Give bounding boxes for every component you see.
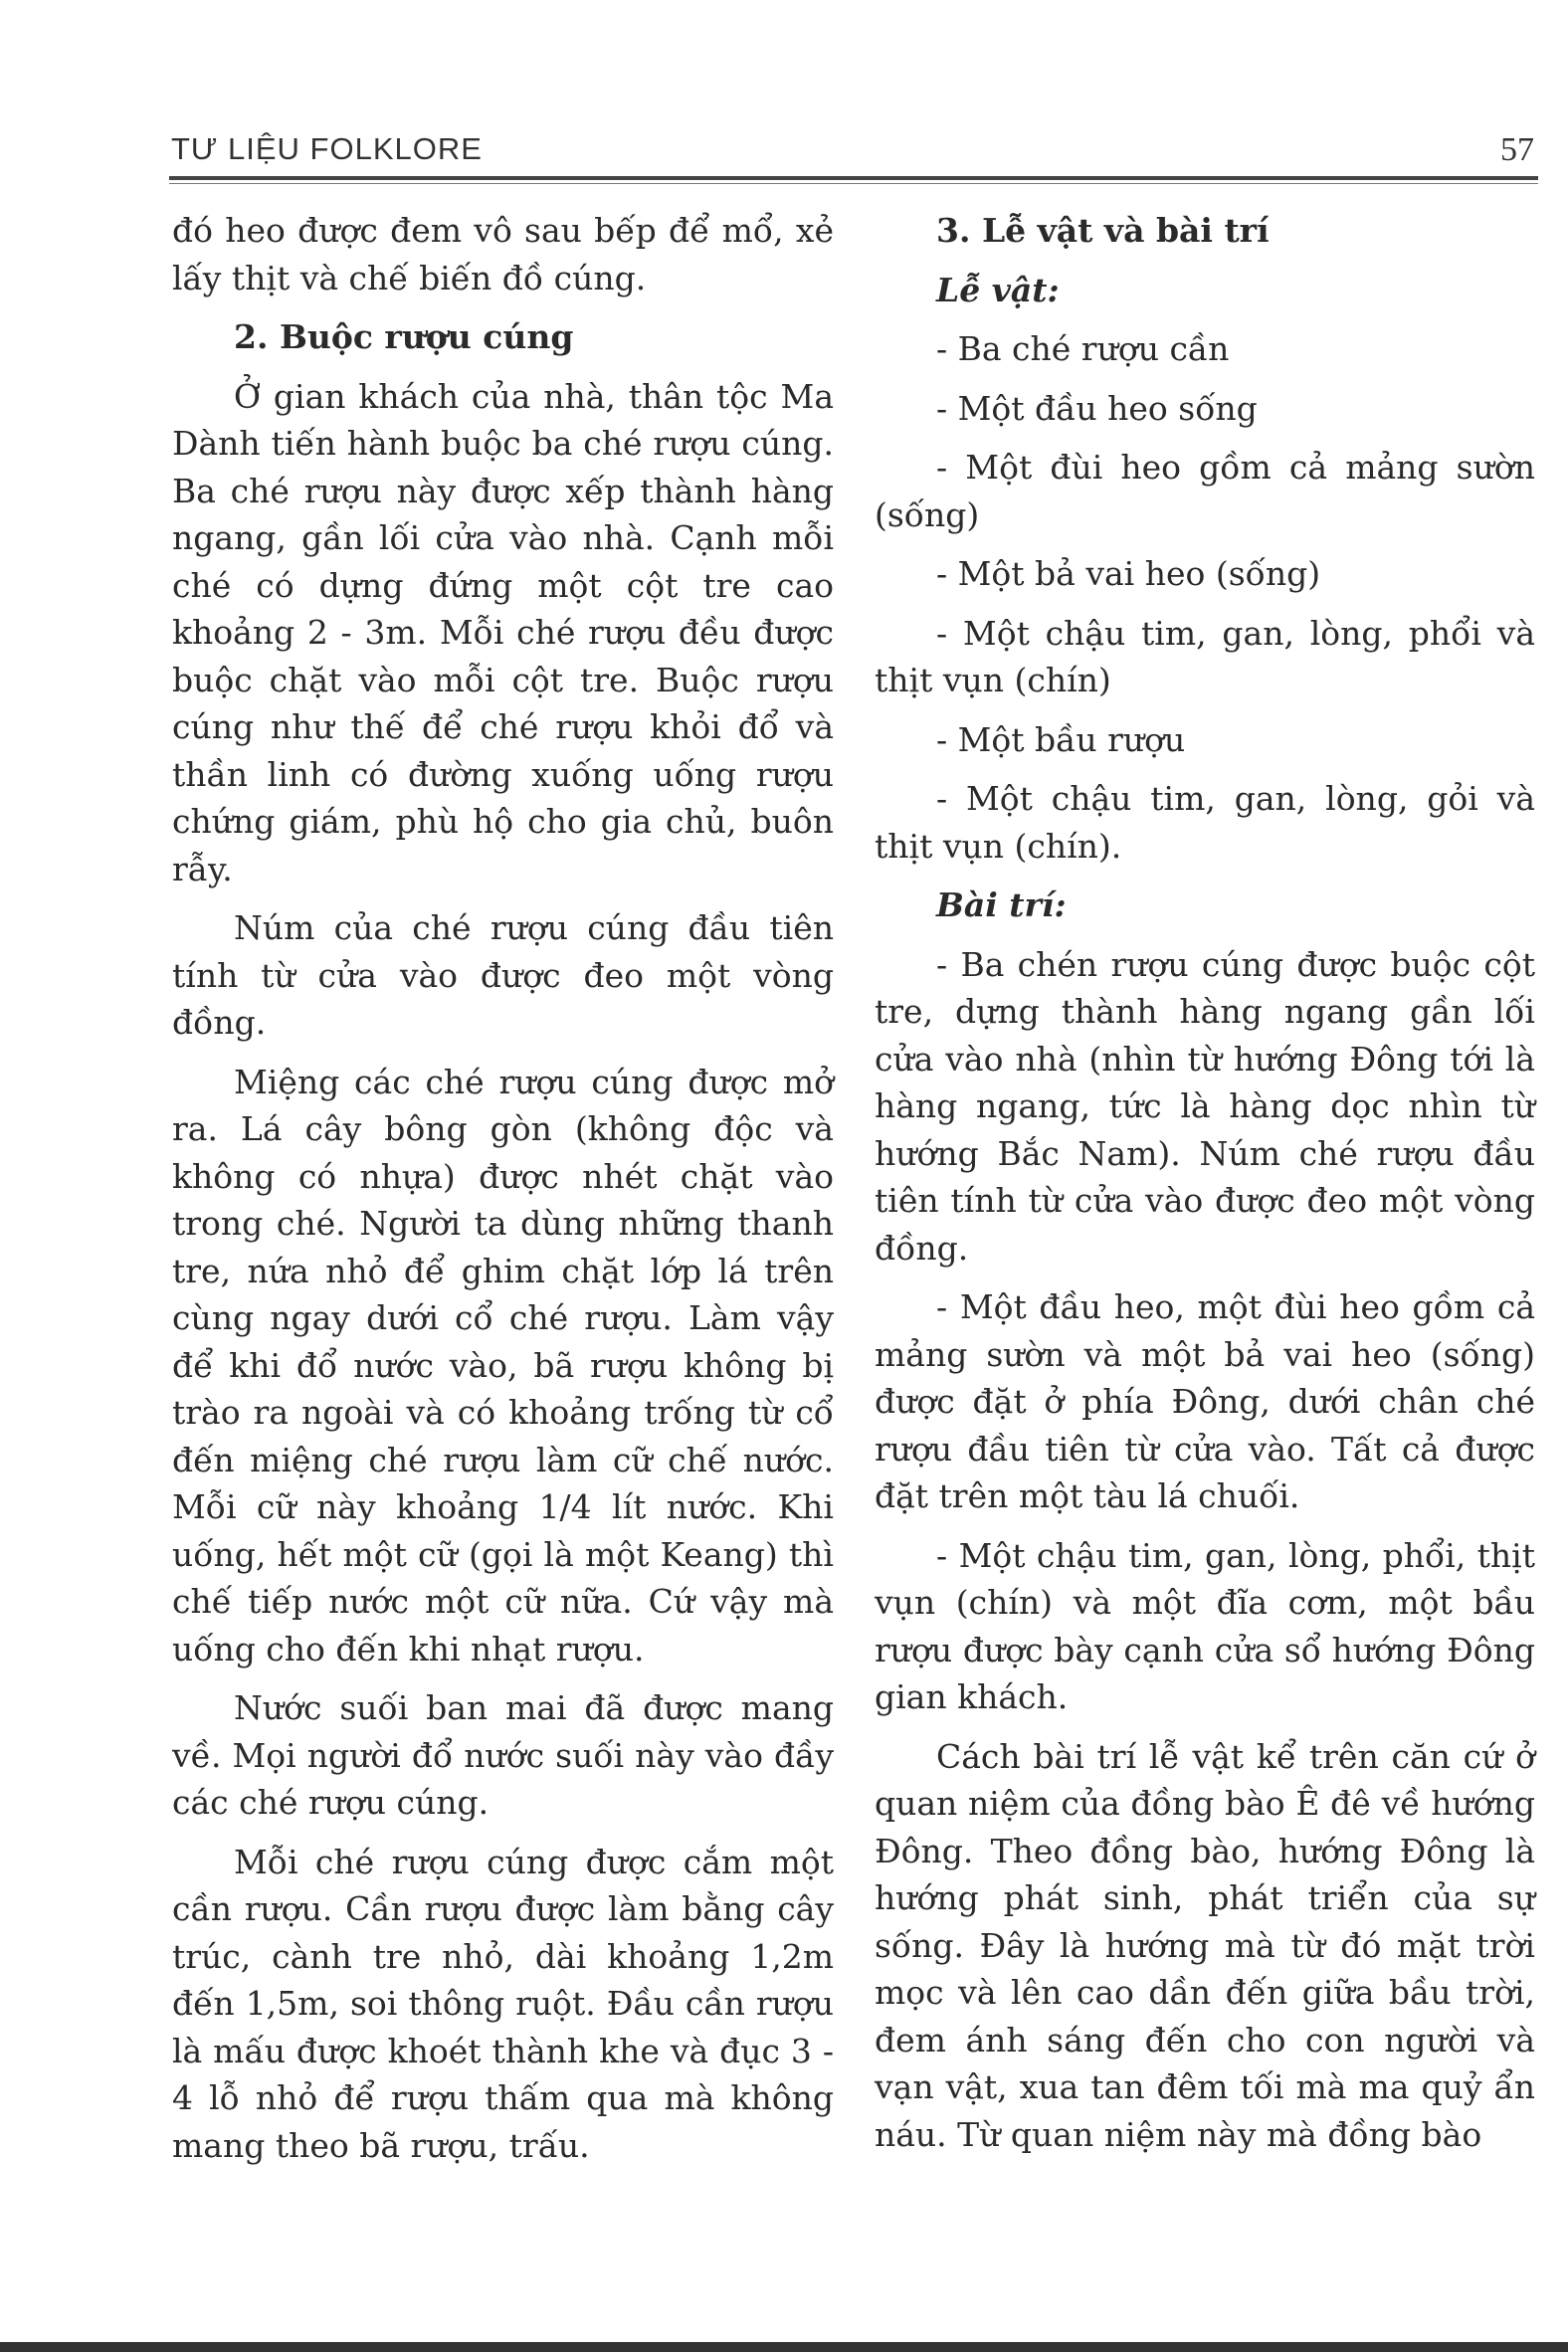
body-paragraph: Cách bài trí lễ vật kể trên căn cứ ở quan niệm của đồng bào Ê đê về hướng Đông. Theo đồng bào, hướng Đông là hướng phát sinh, phát triển của sự sống. Đây là hướng mà từ đó mặt trời mọc và lên cao dần đến giữa bầu trời, đem ánh sáng đến cho con người và vạn vật, xua tan đêm tối mà ma quỷ ẩn náu. Từ quan niệm này mà đồng bào xyxy=(875,1736,1535,2154)
body-paragraph: - Một bả vai heo (sống) xyxy=(936,554,1321,593)
header-rule-thick xyxy=(169,176,1538,180)
body-paragraph: Núm của ché rượu cúng đầu tiên tính từ cửa vào được đeo một vòng đồng. xyxy=(172,908,834,1042)
scan-bottom-edge xyxy=(0,2342,1568,2352)
subsection-heading: Bài trí: xyxy=(936,885,1067,924)
body-paragraph: - Một đầu heo sống xyxy=(936,388,1258,428)
left-column xyxy=(172,207,834,2181)
body-paragraph: - Một bầu rượu xyxy=(936,719,1186,759)
body-paragraph: - Một đầu heo, một đùi heo gồm cả mảng sườn và một bả vai heo (sống) được đặt ở phía Đông, dưới chân ché rượu đầu tiên từ cửa vào. Tất cả được đặt trên một tàu lá chuối. xyxy=(875,1287,1535,1515)
body-paragraph: - Ba ché rượu cần xyxy=(936,329,1230,368)
body-paragraph: - Ba chén rượu cúng được buộc cột tre, dựng thành hàng ngang gần lối cửa vào nhà (nhìn từ hướng Đông tới là hàng ngang, tức là hàng dọc nhìn từ hướng Bắc Nam). Núm ché rượu đầu tiên tính từ cửa vào được đeo một vòng đồng. xyxy=(875,944,1535,1268)
running-header-title: TƯ LIỆU FOLKLORE xyxy=(171,131,483,166)
header-rule-thin xyxy=(169,183,1538,184)
body-paragraph: - Một chậu tim, gan, lòng, gỏi và thịt vụn (chín). xyxy=(875,779,1535,866)
body-paragraph: Nước suối ban mai đã được mang về. Mọi người đổ nước suối này vào đầy các ché rượu cúng. xyxy=(172,1688,834,1822)
body-paragraph: - Một đùi heo gồm cả mảng sườn (sống) xyxy=(875,448,1535,534)
body-paragraph: Miệng các ché rượu cúng được mở ra. Lá cây bông gòn (không độc và không có nhựa) được nhét chặt vào trong ché. Người ta dùng những thanh tre, nứa nhỏ để ghim chặt lớp lá trên cùng ngay dưới cổ ché rượu. Làm vậy để khi đổ nước vào, bã rượu không bị trào ra ngoài và có khoảng trống từ cổ đến miệng ché rượu làm cữ chế nước. Mỗi cữ này khoảng 1/4 lít nước. Khi uống, hết một cữ (gọi là một Keang) thì chế tiếp nước một cữ nữa. Cứ vậy mà uống cho đến khi nhạt rượu. xyxy=(172,1062,834,1668)
body-paragraph: Ở gian khách của nhà, thân tộc Ma Dành tiến hành buộc ba ché rượu cúng. Ba ché rượu này được xếp thành hàng ngang, gần lối cửa vào nhà. Cạnh mỗi ché có dựng đứng một cột tre cao khoảng 2 - 3m. Mỗi ché rượu đều được buộc chặt vào mỗi cột tre. Buộc rượu cúng như thế để ché rượu khỏi đổ và thần linh có đường xuống uống rượu chứng giám, phù hộ cho gia chủ, buôn rẫy. xyxy=(172,376,834,888)
section-heading: 2. Buộc rượu cúng xyxy=(234,317,574,356)
right-column xyxy=(875,207,1535,2170)
body-paragraph: - Một chậu tim, gan, lòng, phổi và thịt vụn (chín) xyxy=(875,613,1535,699)
page-number: 57 xyxy=(1500,131,1534,168)
body-paragraph: - Một chậu tim, gan, lòng, phổi, thịt vụn (chín) và một đĩa cơm, một bầu rượu được bày cạnh cửa sổ hướng Đông gian khách. xyxy=(875,1535,1535,1716)
section-heading: 3. Lễ vật và bài trí xyxy=(936,211,1270,250)
body-paragraph: Mỗi ché rượu cúng được cắm một cần rượu. Cần rượu được làm bằng cây trúc, cành tre nhỏ, dài khoảng 1,2m đến 1,5m, soi thông ruột. Đầu cần rượu là mấu được khoét thành khe và đục 3 - 4 lỗ nhỏ để rượu thấm qua mà không mang theo bã rượu, trấu. xyxy=(172,1842,834,2165)
body-paragraph: đó heo được đem vô sau bếp để mổ, xẻ lấy thịt và chế biến đồ cúng. xyxy=(172,211,834,297)
subsection-heading: Lễ vật: xyxy=(936,270,1060,309)
